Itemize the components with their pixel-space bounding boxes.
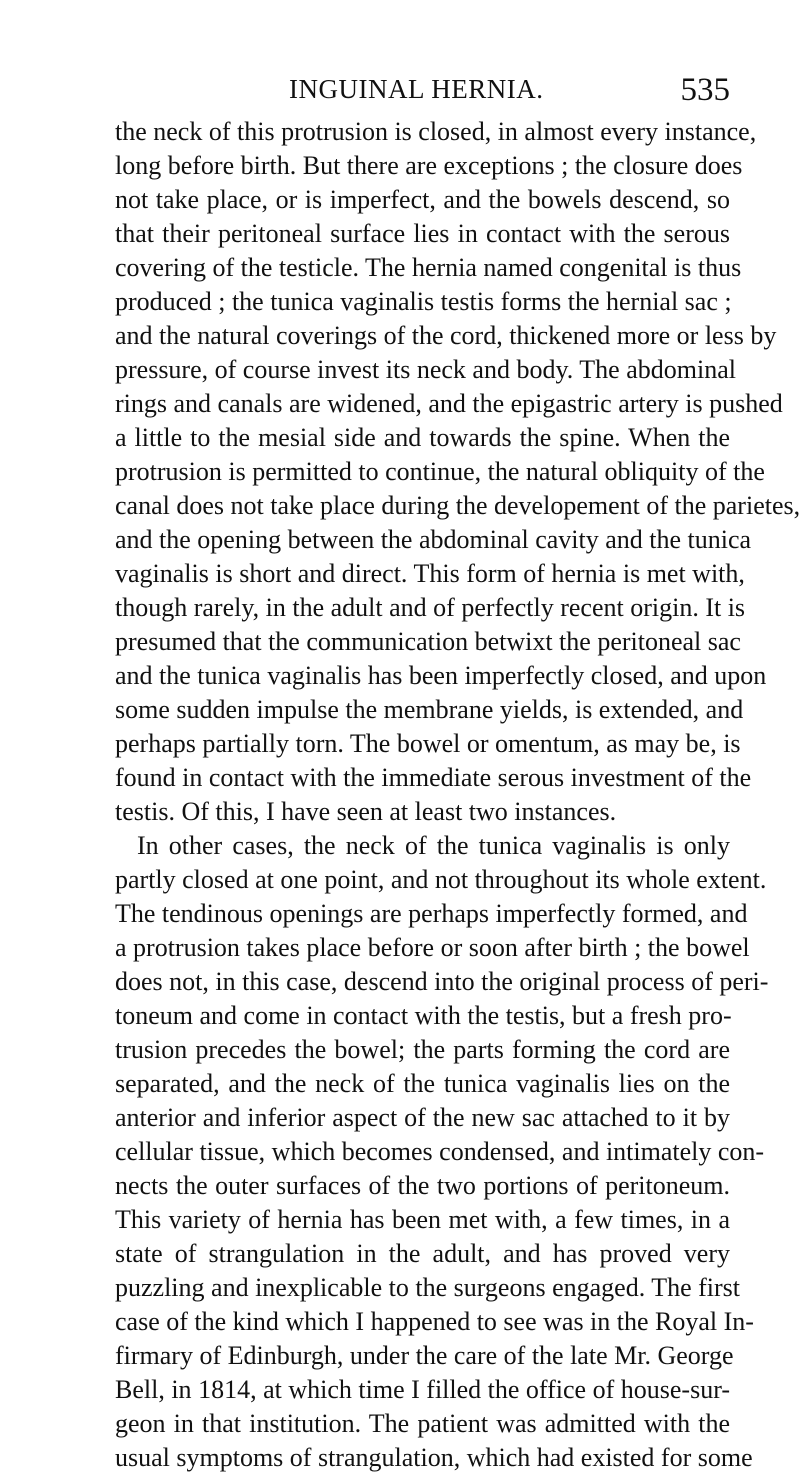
text-line: geon in that institution. The patient was admitted with the	[115, 1409, 730, 1438]
text-line: a little to the mesial side and towards the spine. When the	[115, 423, 730, 452]
text-line: firmary of Edinburgh, under the care of the late Mr. George	[115, 1341, 734, 1370]
text-line: that their peritoneal surface lies in contact with the serous	[115, 219, 730, 248]
page-header	[115, 74, 730, 110]
body-text	[115, 115, 800, 1475]
text-line: partly closed at one point, and not throughout its whole extent.	[115, 865, 767, 894]
text-line: vaginalis is short and direct. This form of hernia is met with,	[115, 559, 745, 588]
text-line: a protrusion takes place before or soon after birth ; the bowel	[115, 933, 750, 962]
text-line: rings and canals are widened, and the epigastric artery is pushed	[115, 389, 783, 418]
text-line: pressure, of course invest its neck and body. The abdominal	[115, 355, 736, 384]
text-line: produced ; the tunica vaginalis testis forms the hernial sac ;	[115, 287, 732, 316]
running-title: INGUINAL HERNIA.	[289, 74, 544, 104]
text-line: separated, and the neck of the tunica vaginalis lies on the	[115, 1069, 730, 1098]
text-line: perhaps partially torn. The bowel or omentum, as may be, is	[115, 729, 741, 758]
text-line: testis. Of this, I have seen at least two instances.	[115, 797, 617, 826]
text-line: does not, in this case, descend into the original process of peri-	[115, 967, 769, 996]
text-line: cellular tissue, which becomes condensed, and intimately con-	[115, 1137, 765, 1166]
text-line: anterior and inferior aspect of the new sac attached to it by	[115, 1103, 730, 1132]
text-line: state of strangulation in the adult, and has proved very	[115, 1239, 730, 1268]
text-line: usual symptoms of strangulation, which had existed for some	[115, 1443, 753, 1472]
text-line: protrusion is permitted to continue, the natural obliquity of the	[115, 457, 765, 486]
text-line: the neck of this protrusion is closed, in almost every instance,	[115, 117, 757, 146]
text-line: and the natural coverings of the cord, thickened more or less by	[115, 321, 777, 350]
text-line: trusion precedes the bowel; the parts forming the cord are	[115, 1035, 730, 1064]
text-line: In other cases, the neck of the tunica vaginalis is only	[137, 831, 730, 860]
text-line: The tendinous openings are perhaps imperfectly formed, and	[115, 899, 748, 928]
text-line: not take place, or is imperfect, and the bowels descend, so	[115, 185, 730, 214]
text-line: case of the kind which I happened to see was in the Royal In-	[115, 1307, 754, 1336]
page-number: 535	[680, 72, 730, 108]
text-line: long before birth. But there are exceptions ; the closure does	[115, 151, 743, 180]
text-line: puzzling and inexplicable to the surgeons engaged. The first	[115, 1273, 741, 1302]
text-line: covering of the testicle. The hernia named congenital is thus	[115, 253, 742, 282]
text-line: some sudden impulse the membrane yields, is extended, and	[115, 695, 744, 724]
text-line: presumed that the communication betwixt the peritoneal sac	[115, 627, 741, 656]
text-line: toneum and come in contact with the testis, but a fresh pro-	[115, 1001, 732, 1030]
text-line: nects the outer surfaces of the two portions of peritoneum.	[115, 1171, 730, 1200]
text-line: though rarely, in the adult and of perfectly recent origin. It is	[115, 593, 746, 622]
text-line: and the tunica vaginalis has been imperfectly closed, and upon	[115, 661, 767, 690]
text-line: canal does not take place during the developement of the parietes,	[115, 491, 800, 520]
text-line: found in contact with the immediate serous investment of the	[115, 763, 752, 792]
text-line: Bell, in 1814, at which time I filled the office of house-sur-	[115, 1375, 730, 1404]
text-line: This variety of hernia has been met with, a few times, in a	[115, 1205, 730, 1234]
text-line: and the opening between the abdominal cavity and the tunica	[115, 525, 752, 554]
